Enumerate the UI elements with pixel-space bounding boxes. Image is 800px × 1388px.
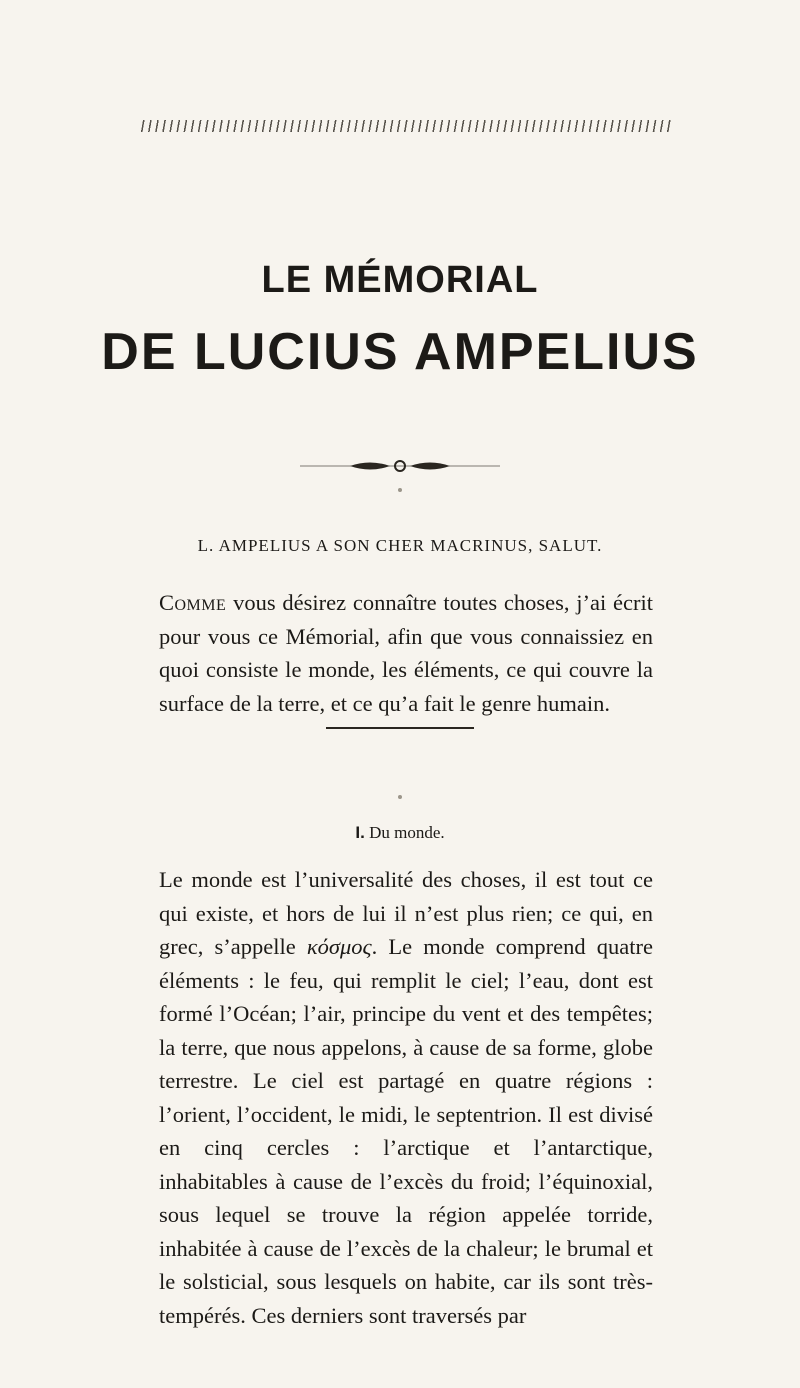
title-line-2: DE LUCIUS AMPELIUS xyxy=(101,323,699,381)
section-paragraph xyxy=(159,863,653,1332)
decorative-dot-1 xyxy=(398,488,402,492)
top-ornament-band xyxy=(140,120,672,132)
intro-lead-word: Comme xyxy=(159,590,227,615)
section-heading xyxy=(0,822,800,844)
salutation-heading: L. AMPELIUS A SON CHER MACRINUS, SALUT. xyxy=(197,536,603,555)
section-text-1: Le monde est l’universalité des choses, il est tout ce qui existe, et hors de lui il n’est plus rien; ce qui, en grec, s’appelle xyxy=(159,867,653,959)
section-title: Du monde. xyxy=(369,823,445,842)
intro-text: vous désirez connaître toutes choses, j’ai écrit pour vous ce Mémorial, afin que vous connaissiez en quoi consiste le monde, les éléments, ce qui couvre la surface de la terre, et ce qu’a fait le genre humain. xyxy=(159,590,653,716)
title-line-1: LE MÉMORIAL xyxy=(261,259,539,301)
section-number: I. xyxy=(355,823,365,842)
greek-word: κόσμος xyxy=(306,934,372,959)
intro-paragraph xyxy=(159,586,653,720)
section-rule xyxy=(326,727,474,729)
decorative-dot-2 xyxy=(398,795,402,799)
section-text-2: . Le monde comprend quatre éléments : le feu, qui remplit le ciel; l’eau, dont est formé l’Océan; l’air, principe du vent et des tempêtes; la terre, que nous appelons, à cause de sa forme, globe terrestre. Le ciel est partagé en quatre régions : l’orient, l’occident, le midi, le septentrion. Il est divisé en cinq cercles : l’arctique et l’antarctique, inhabitables à cause de l’excès du froid; l’équinoxial, sous lequel se trouve la région appelée torride, inhabitée à cause de l’excès de la chaleur; le brumal et le solsticial, sous lesquels on habite, car ils sont très-tempérés. Ces derniers sont traversés par xyxy=(159,934,653,1328)
divider-ornament xyxy=(300,458,500,474)
